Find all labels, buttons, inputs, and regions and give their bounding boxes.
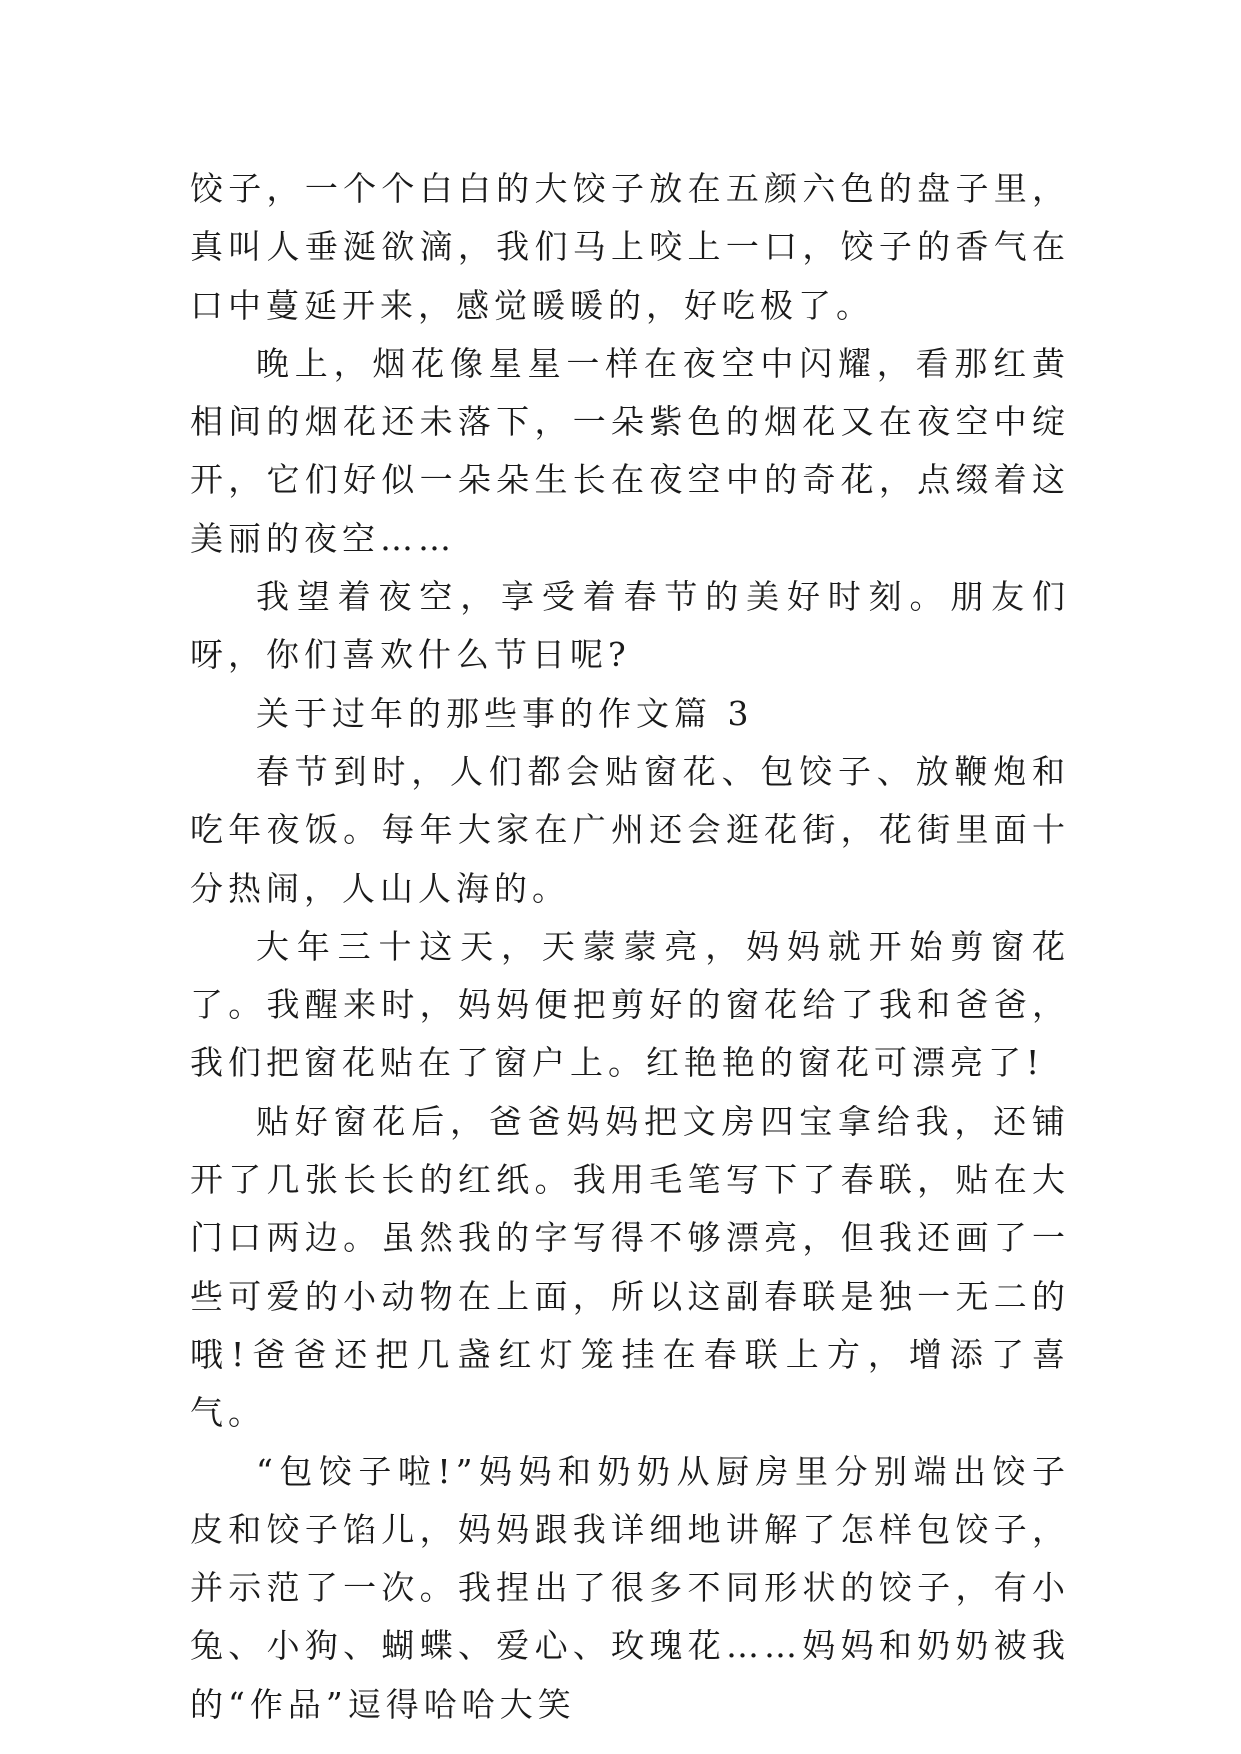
paragraph: 饺子，一个个白白的大饺子放在五颜六色的盘子里，真叫人垂涎欲滴，我们马上咬上一口，饺子的香气在口中蔓延开来，感觉暖暖的，好吃极了。 bbox=[190, 169, 1070, 325]
paragraph: 我望着夜空，享受着春节的美好时刻。朋友们呀，你们喜欢什么节日呢? bbox=[190, 577, 1070, 675]
paragraph: “包饺子啦!”妈妈和奶奶从厨房里分别端出饺子皮和饺子馅儿，妈妈跟我详细地讲解了怎样包饺子，并示范了一次。我捏出了很多不同形状的饺子，有小兔、小狗、蝴蝶、爱心、玫瑰花……妈妈和奶奶被我的“作品”逗得哈哈大笑 bbox=[190, 1451, 1070, 1724]
paragraph: 晚上，烟花像星星一样在夜空中闪耀，看那红黄相间的烟花还未落下，一朵紫色的烟花又在夜空中绽开，它们好似一朵朵生长在夜空中的奇花，点缀着这美丽的夜空…… bbox=[190, 343, 1070, 558]
paragraph: 春节到时，人们都会贴窗花、包饺子、放鞭炮和吃年夜饭。每年大家在广州还会逛花街，花街里面十分热闹，人山人海的。 bbox=[190, 751, 1070, 908]
paragraph: 贴好窗花后，爸爸妈妈把文房四宝拿给我，还铺开了几张长长的红纸。我用毛笔写下了春联，贴在大门口两边。虽然我的字写得不够漂亮，但我还画了一些可爱的小动物在上面，所以这副春联是独一无二的哦!爸爸还把几盏红灯笼挂在春联上方，增添了喜气。 bbox=[190, 1101, 1070, 1433]
paragraph: 大年三十这天，天蒙蒙亮，妈妈就开始剪窗花了。我醒来时，妈妈便把剪好的窗花给了我和爸爸，我们把窗花贴在了窗户上。红艳艳的窗花可漂亮了! bbox=[190, 926, 1070, 1083]
body-text bbox=[190, 160, 1070, 1734]
section-heading: 关于过年的那些事的作文篇 3 bbox=[256, 693, 754, 733]
